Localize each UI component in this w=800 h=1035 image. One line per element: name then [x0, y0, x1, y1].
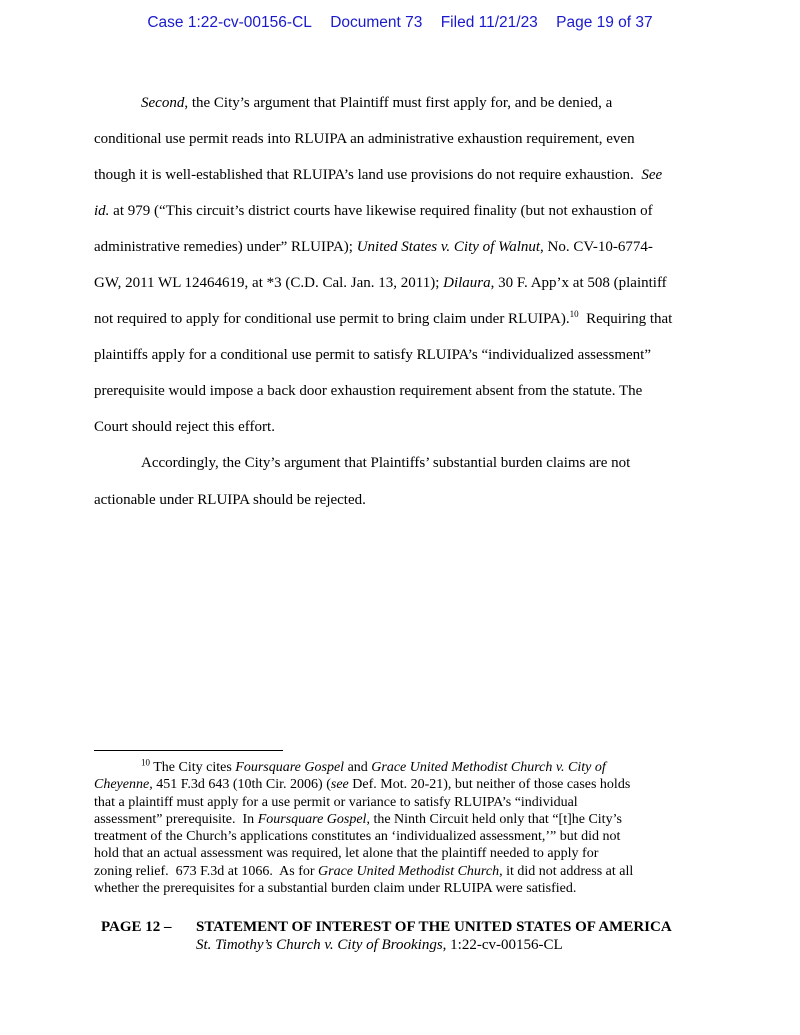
page-footer	[101, 919, 672, 936]
footnote-line: Cheyenne, 451 F.3d 643 (10th Cir. 2006) (see Def. Mot. 20-21), but neither of those cases holds	[94, 777, 631, 793]
body-line: GW, 2011 WL 12464619, at *3 (C.D. Cal. Jan. 13, 2011); Dilaura, 30 F. App’x at 508 (plaintiff	[94, 275, 667, 291]
case-number: Case 1:22-cv-00156-CL	[147, 14, 312, 31]
document-title: STATEMENT OF INTEREST OF THE UNITED STATES OF AMERICA	[196, 919, 672, 935]
body-line: conditional use permit reads into RLUIPA an administrative exhaustion requirement, even	[94, 131, 635, 147]
page-count: Page 19 of 37	[556, 14, 653, 31]
footnote-line: whether the prerequisites for a substantial burden claim under RLUIPA were satisfied.	[94, 881, 577, 897]
body-line: id. at 979 (“This circuit’s district courts have likewise required finality (but not exhaustion of	[94, 203, 653, 219]
footnote-number: 10	[141, 757, 150, 768]
footnote-line: $^{10}$ The City cites Foursquare Gospel and Grace United Methodist Church v. City of	[141, 757, 606, 775]
body-line: Accordingly, the City’s argument that Plaintiffs’ substantial burden claims are not	[141, 455, 631, 471]
ecf-header	[0, 14, 800, 32]
footnote-line: hold that an actual assessment was required, let alone that the plaintiff needed to apply for	[94, 846, 599, 862]
footnote-line: assessment” prerequisite. In Foursquare Gospel, the Ninth Circuit held only that “[t]he City’s	[94, 811, 622, 827]
footnote-line: treatment of the Church’s applications constitutes an ‘individualized assessment,’” but did not	[94, 829, 621, 845]
body-line: prerequisite would impose a back door exhaustion requirement absent from the statute. The	[94, 383, 643, 399]
page-label: PAGE 12 –	[101, 919, 172, 935]
footnote-line: that a plaintiff must apply for a use permit or variance to satisfy RLUIPA’s “individual	[94, 794, 578, 810]
footnote	[94, 759, 706, 897]
case-caption: St. Timothy’s Church v. City of Brookings, 1:22-cv-00156-CL	[196, 937, 563, 953]
footnote-ref: 10	[569, 309, 579, 319]
body-line: Court should reject this effort.	[94, 419, 275, 435]
footnote-line: zoning relief. 673 F.3d at 1066. As for Grace United Methodist Church, it did not address at all	[94, 863, 634, 879]
body-line: not required to apply for conditional use permit to bring claim under RLUIPA).$^{10}$ Requiring that	[94, 309, 673, 327]
body-line: administrative remedies) under” RLUIPA); United States v. City of Walnut, No. CV-10-6774-	[94, 239, 653, 255]
document-number: Document 73	[330, 14, 423, 31]
body-line: actionable under RLUIPA should be rejected.	[94, 492, 366, 508]
body-line: plaintiffs apply for a conditional use permit to satisfy RLUIPA’s “individualized assessment”	[94, 347, 651, 363]
body-line: Second, the City’s argument that Plaintiff must first apply for, and be denied, a	[141, 95, 613, 111]
body-line: though it is well-established that RLUIPA’s land use provisions do not require exhaustion. See	[94, 167, 663, 183]
footnote-divider	[94, 750, 283, 751]
filed-date: Filed 11/21/23	[440, 14, 538, 31]
